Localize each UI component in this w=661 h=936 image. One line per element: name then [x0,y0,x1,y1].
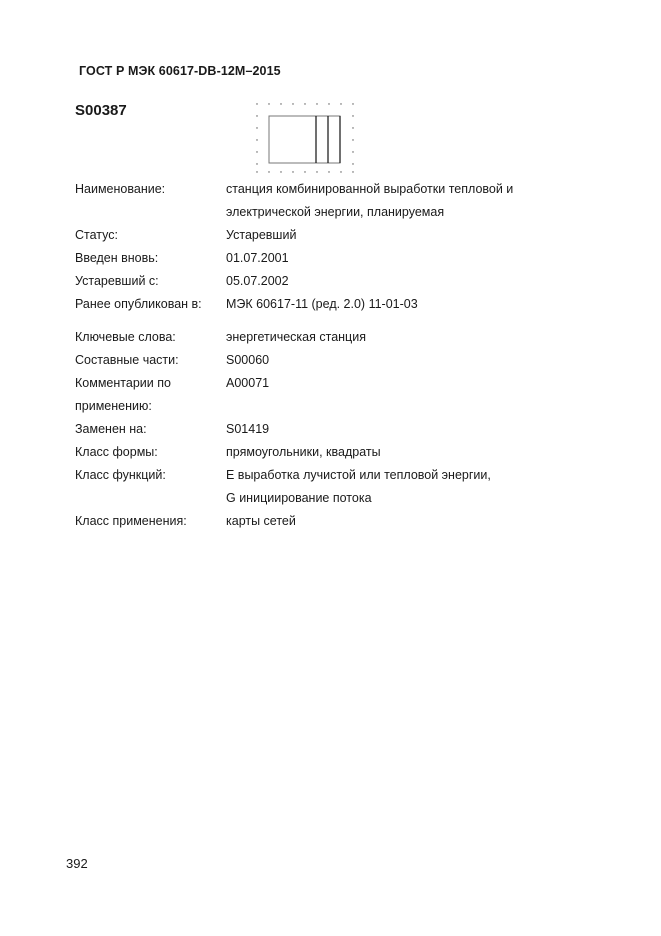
property-row-application-notes-cont [75,395,595,418]
property-row-shape-class [75,441,595,464]
property-value: МЭК 60617-11 (ред. 2.0) 11-01-03 [226,297,418,311]
property-label: Статус: [75,228,118,242]
property-value: карты сетей [226,514,296,528]
property-row-keywords [75,326,595,349]
property-row-name [75,178,595,201]
property-label: Наименование: [75,182,166,196]
property-value: Устаревший [226,228,297,242]
symbol-graphic [255,101,358,176]
property-row-application-notes [75,372,595,395]
property-label: применению: [75,399,152,413]
property-value: 05.07.2002 [226,274,289,288]
property-value: прямоугольники, квадраты [226,445,381,459]
property-row-replaced-by [75,418,595,441]
page-number: 392 [66,856,88,871]
property-label: Класс применения: [75,514,187,528]
property-row-function-class [75,464,595,487]
property-value: S01419 [226,422,270,436]
property-label: Комментарии по [75,376,171,390]
power-station-symbol-icon [255,101,358,176]
symbol-id: S00387 [75,102,127,119]
property-label: Ранее опубликован в: [75,297,202,311]
property-label: Составные части: [75,353,179,367]
property-row-components [75,349,595,372]
property-value: 01.07.2001 [226,251,289,265]
property-label: Ключевые слова: [75,330,176,344]
property-row-introduced [75,247,595,270]
property-label: Устаревший с: [75,274,159,288]
property-label: Класс функций: [75,468,166,482]
property-label: Введен вновь: [75,251,159,265]
property-value: станция комбинированной выработки тепловой и [226,182,514,196]
property-row-name-cont [75,201,595,224]
property-value: S00060 [226,353,270,367]
property-row-application-class [75,510,595,533]
property-value: G инициирование потока [226,491,372,505]
property-value: E выработка лучистой или тепловой энергии, [226,468,491,482]
property-label: Класс формы: [75,445,158,459]
property-value: энергетическая станция [226,330,366,344]
property-row-function-class-cont [75,487,595,510]
property-row-previously-published [75,293,595,316]
property-label: Заменен на: [75,422,147,436]
property-value: электрической энергии, планируемая [226,205,445,219]
property-row-status [75,224,595,247]
properties-table [75,178,595,533]
property-row-obsolete-since [75,270,595,293]
property-value: A00071 [226,376,270,390]
document-header: ГОСТ Р МЭК 60617-DB-12M–2015 [79,64,281,78]
